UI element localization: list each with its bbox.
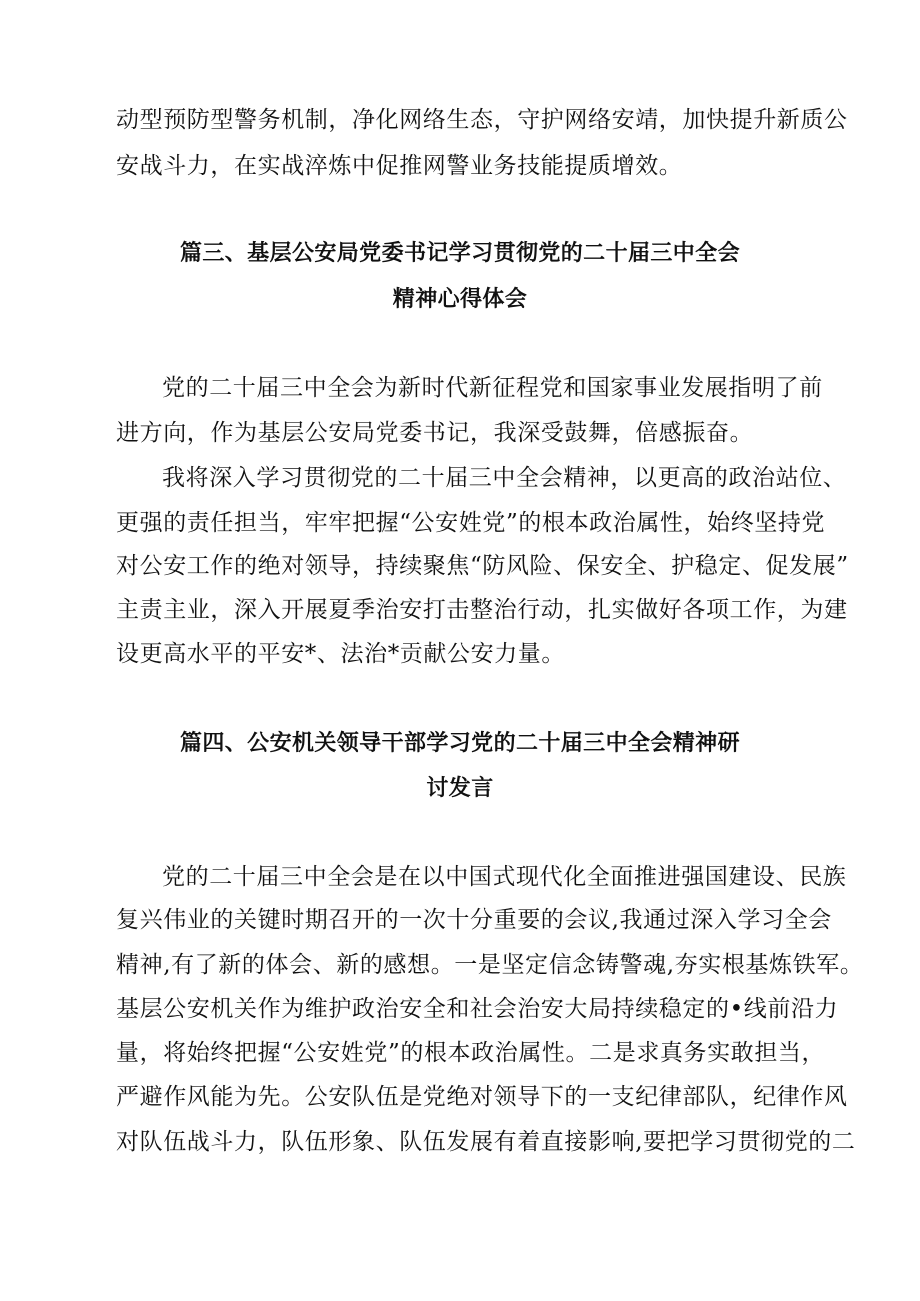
section-4-p1-line-4: 基层公安机关作为维护政治安全和社会治安大局持续稳定的•线前沿力 xyxy=(116,996,839,1022)
section-3-title-line-2: 精神心得体会 xyxy=(392,287,528,312)
section-4-p1-line-2: 复兴伟业的关键时期召开的一次十分重要的会议,我通过深入学习全会 xyxy=(116,907,832,933)
section-3-p2-line-5: 设更高水平的平安*、法治*贡献公安力量。 xyxy=(116,641,565,667)
section-3-p2-line-1: 我将深入学习贯彻党的二十届三中全会精神，以更高的政治站位、 xyxy=(162,465,847,491)
section-3-p2-line-2: 更强的责任担当，牢牢把握“公安姓党”的根本政治属性，始终坚持党 xyxy=(116,510,826,536)
section-3-p1-line-1: 党的二十届三中全会为新时代新征程党和国家事业发展指明了前 xyxy=(162,375,823,401)
section-4-p1-line-3: 精神,有了新的体会、新的感想。一是坚定信念铸警魂,夯实根基炼铁军。 xyxy=(116,952,864,978)
section-4-p1-line-1: 党的二十届三中全会是在以中国式现代化全面推进强国建设、民族 xyxy=(162,864,847,890)
section-4-title-line-2: 讨发言 xyxy=(426,776,494,801)
section-3-p2-line-3: 对公安工作的绝对领导，持续聚焦“防风险、保安全、护稳定、促发展” xyxy=(116,553,849,579)
section-4-p1-line-5: 量，将始终把握“公安姓党”的根本政治属性。二是求真务实敢担当， xyxy=(116,1040,826,1066)
section-4-p1-line-7: 对队伍战斗力，队伍形象、队伍发展有着直接影响,要把学习贯彻党的二 xyxy=(116,1129,856,1155)
section-3-p2-line-4: 主责主业，深入开展夏季治安打击整治行动，扎实做好各项工作，为建 xyxy=(116,597,848,623)
section-3-p1-line-2: 进方向，作为基层公安局党委书记，我深受鼓舞，倍感振奋。 xyxy=(116,420,754,446)
intro-line-1: 动型预防型警务机制，净化网络生态，守护网络安靖，加快提升新质公 xyxy=(116,107,848,133)
section-3-title-line-1: 篇三、基层公安局党委书记学习贯彻党的二十届三中全会 xyxy=(179,241,740,266)
section-4-title-line-1: 篇四、公安机关领导干部学习党的二十届三中全会精神研 xyxy=(179,731,740,756)
section-4-p1-line-6: 严避作风能为先。公安队伍是党绝对领导下的一支纪律部队，纪律作风 xyxy=(116,1084,848,1110)
intro-line-2: 安战斗力，在实战淬炼中促推网警业务技能提质增效。 xyxy=(116,153,683,179)
